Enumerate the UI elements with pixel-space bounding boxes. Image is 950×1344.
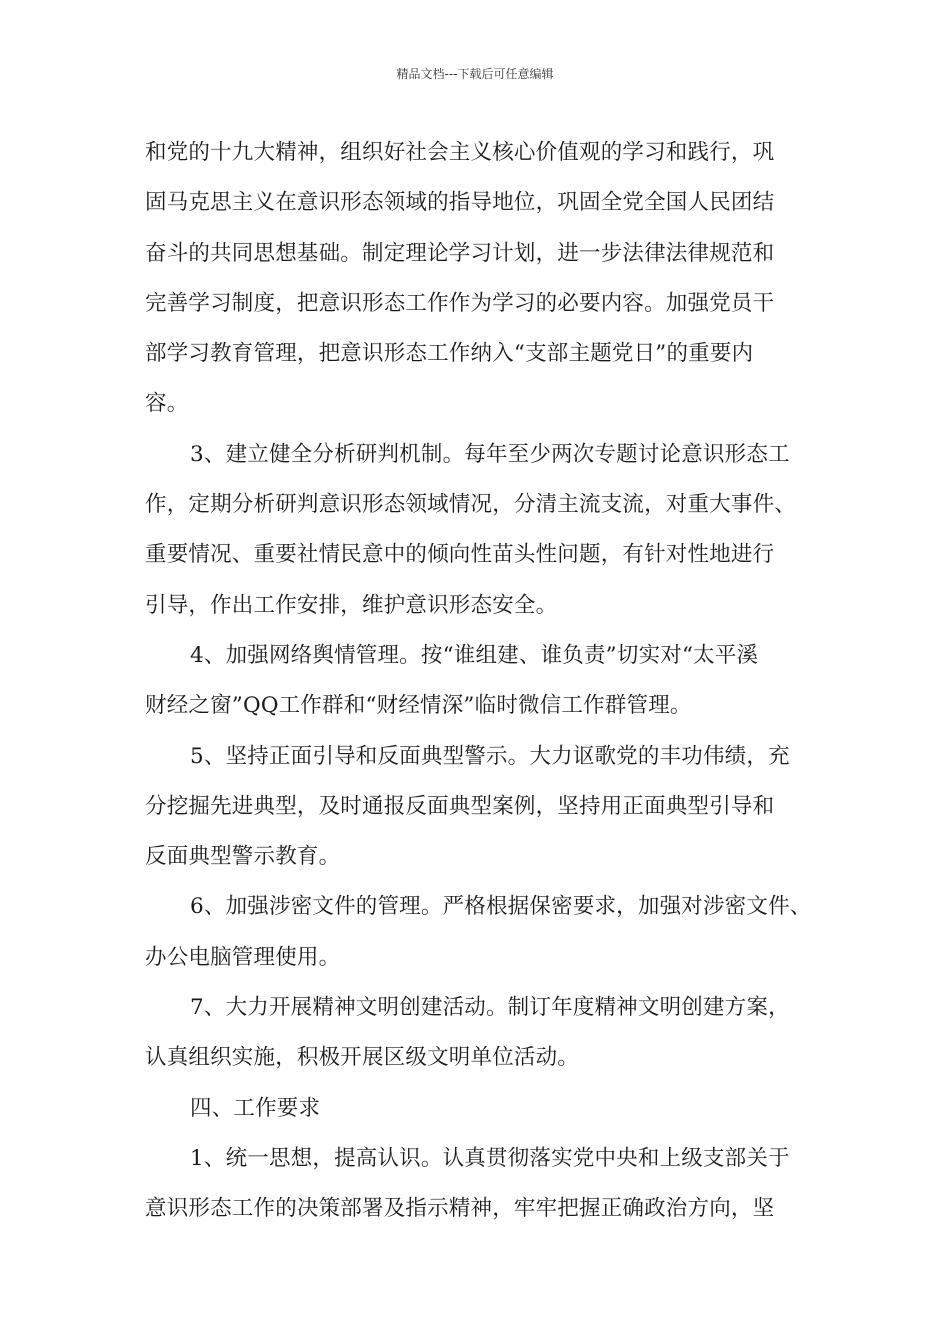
text-line: 办公电脑管理使用。 — [145, 944, 341, 970]
text-line: 1、统一思想，提高认识。认真贯彻落实党中央和上级支部关于 — [190, 1145, 790, 1171]
text-line: 分挖掘先进典型，及时通报反面典型案例，坚持用正面典型引导和 — [145, 793, 775, 819]
text-line: 3、建立健全分析研判机制。每年至少两次专题讨论意识形态工 — [190, 441, 790, 467]
section-heading — [145, 1084, 807, 1134]
text-line: 重要情况、重要社情民意中的倾向性苗头性问题，有针对性地进行 — [145, 542, 775, 568]
paragraph — [145, 983, 807, 1084]
text-line: 作，定期分析研判意识形态领域情况，分清主流支流，对重大事件、 — [145, 492, 797, 518]
text-line: 部学习教育管理，把意识形态工作纳入“支部主题党日”的重要内 — [145, 341, 754, 367]
text-line: 引导，作出工作安排，维护意识形态安全。 — [145, 592, 558, 618]
text-line: 5、坚持正面引导和反面典型警示。大力讴歌党的丰功伟绩，充 — [190, 743, 790, 769]
text-line: 反面典型警示教育。 — [145, 844, 341, 870]
paragraph — [145, 1134, 807, 1235]
text-line: 认真组织实施，积极开展区级文明单位活动。 — [145, 1045, 580, 1071]
paragraph — [145, 128, 807, 430]
paragraph — [145, 631, 807, 732]
paragraph — [145, 430, 807, 631]
text-line: 和党的十九大精神，组织好社会主义核心价值观的学习和践行，巩 — [145, 140, 775, 165]
text-line: 6、加强涉密文件的管理。严格根据保密要求，加强对涉密文件、 — [190, 894, 812, 920]
text-line: 完善学习制度，把意识形态工作作为学习的必要内容。加强党员干 — [145, 290, 775, 316]
text-line: 意识形态工作的决策部署及指示精神，牢牢把握正确政治方向，坚 — [145, 1196, 775, 1222]
paragraph — [145, 882, 812, 983]
text-line: 财经之窗”QQ工作群和“财经情深”临时微信工作群管理。 — [145, 693, 692, 719]
text-line: 容。 — [145, 391, 189, 417]
text-line: 7、大力开展精神文明创建活动。制订年度精神文明创建方案， — [190, 995, 790, 1021]
text-line: 固马克思主义在意识形态领域的指导地位，巩固全党全国人民团结 — [145, 190, 775, 216]
page-header: 精品文档---下载后可任意编辑 — [396, 67, 554, 81]
paragraph — [145, 732, 807, 883]
text-line: 奋斗的共同思想基础。制定理论学习计划，进一步法律法律规范和 — [145, 240, 775, 266]
text-line: 四、工作要求 — [190, 1095, 321, 1121]
document-body — [145, 128, 812, 1235]
text-line: 4、加强网络舆情管理。按“谁组建、谁负责”切实对“太平溪 — [190, 642, 759, 668]
